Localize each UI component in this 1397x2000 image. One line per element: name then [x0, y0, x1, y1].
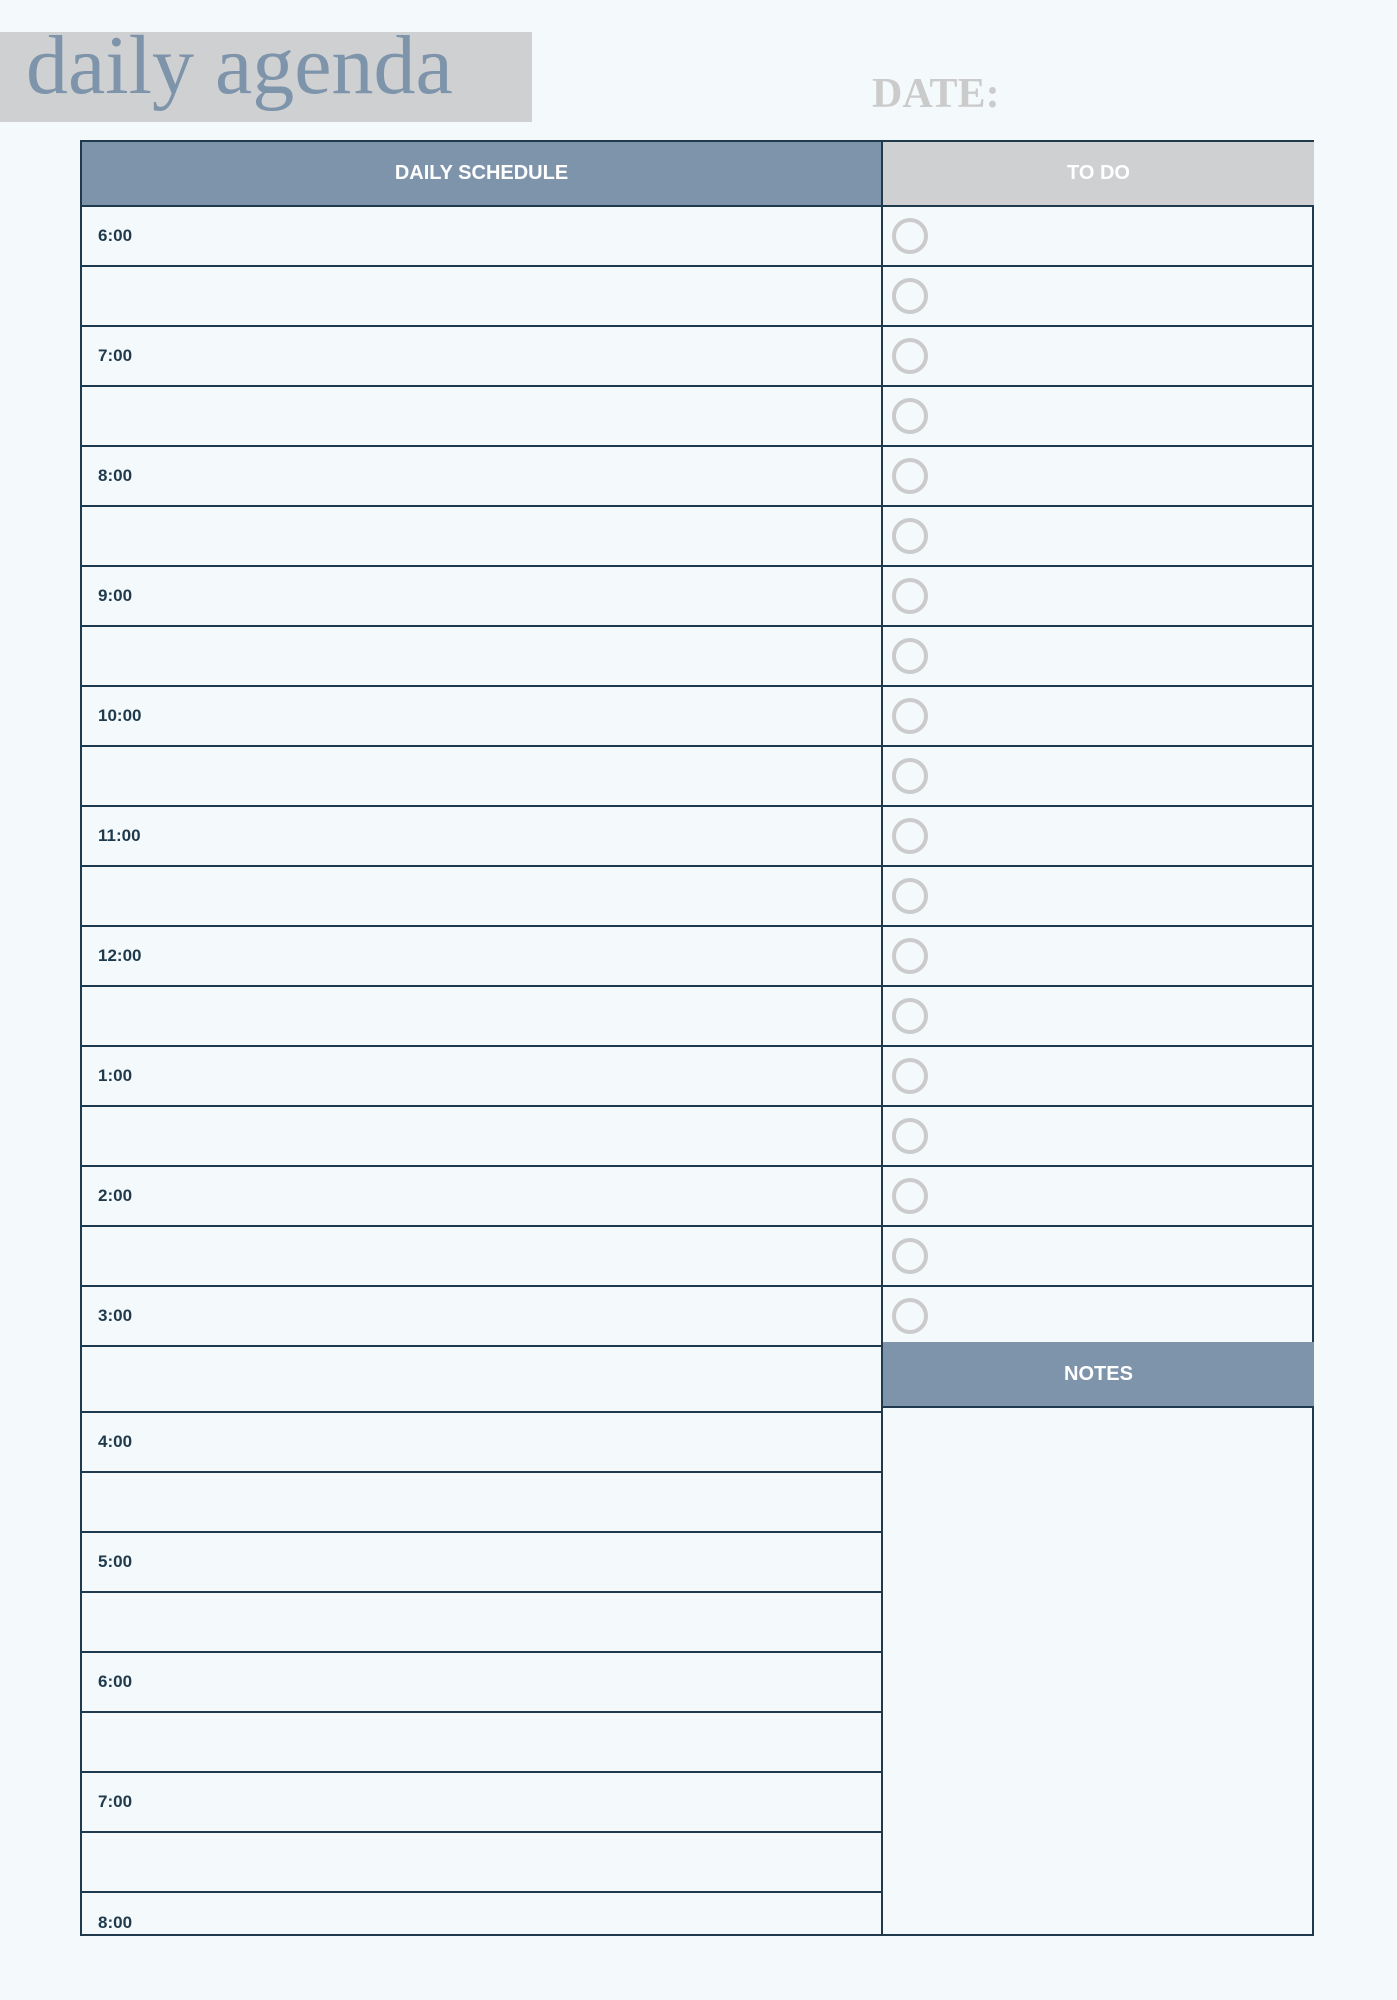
todo-column	[881, 142, 1314, 1934]
checkbox-circle-icon[interactable]	[892, 998, 928, 1034]
schedule-row[interactable]	[82, 1593, 881, 1653]
todo-item[interactable]	[883, 867, 1314, 927]
notes-header: NOTES	[883, 1342, 1314, 1408]
time-label: 2:00	[98, 1186, 133, 1205]
todo-item[interactable]	[883, 927, 1314, 987]
schedule-row[interactable]	[82, 867, 881, 927]
checkbox-circle-icon[interactable]	[892, 278, 928, 314]
time-label: 8:00	[98, 1913, 133, 1932]
checkbox-circle-icon[interactable]	[892, 398, 928, 434]
schedule-row[interactable]	[82, 1413, 881, 1473]
daily-schedule-column	[82, 142, 881, 1934]
checkbox-circle-icon[interactable]	[892, 818, 928, 854]
time-label: 3:00	[98, 1306, 133, 1325]
checkbox-circle-icon[interactable]	[892, 458, 928, 494]
checkbox-circle-icon[interactable]	[892, 698, 928, 734]
todo-item[interactable]	[883, 507, 1314, 567]
schedule-row[interactable]	[82, 267, 881, 327]
schedule-row[interactable]	[82, 1347, 881, 1413]
todo-item[interactable]	[883, 1227, 1314, 1287]
time-label: 11:00	[98, 826, 141, 845]
schedule-row[interactable]	[82, 1047, 881, 1107]
schedule-row[interactable]	[82, 1167, 881, 1227]
time-label: 10:00	[98, 706, 142, 725]
todo-item[interactable]	[883, 267, 1314, 327]
checkbox-circle-icon[interactable]	[892, 578, 928, 614]
schedule-row[interactable]	[82, 1833, 881, 1893]
daily-schedule-header: DAILY SCHEDULE	[82, 142, 881, 207]
schedule-row[interactable]	[82, 1287, 881, 1347]
schedule-row[interactable]	[82, 567, 881, 627]
todo-item[interactable]	[883, 567, 1314, 627]
time-label: 12:00	[98, 946, 142, 965]
todo-item[interactable]	[883, 627, 1314, 687]
schedule-row[interactable]	[82, 207, 881, 267]
schedule-row[interactable]	[82, 627, 881, 687]
date-label: DATE:	[872, 71, 1000, 117]
todo-item[interactable]	[883, 387, 1314, 447]
schedule-row[interactable]	[82, 507, 881, 567]
checkbox-circle-icon[interactable]	[892, 758, 928, 794]
checkbox-circle-icon[interactable]	[892, 878, 928, 914]
time-label: 4:00	[98, 1432, 133, 1451]
schedule-row[interactable]	[82, 987, 881, 1047]
time-label: 9:00	[98, 586, 133, 605]
schedule-row[interactable]	[82, 447, 881, 507]
schedule-row[interactable]	[82, 1653, 881, 1713]
schedule-row[interactable]	[82, 327, 881, 387]
checkbox-circle-icon[interactable]	[892, 338, 928, 374]
checkbox-circle-icon[interactable]	[892, 1298, 928, 1334]
checkbox-circle-icon[interactable]	[892, 938, 928, 974]
time-label: 1:00	[98, 1066, 133, 1085]
checkbox-circle-icon[interactable]	[892, 1058, 928, 1094]
todo-item[interactable]	[883, 687, 1314, 747]
time-label: 6:00	[98, 1672, 133, 1691]
schedule-row[interactable]	[82, 687, 881, 747]
todo-item[interactable]	[883, 1167, 1314, 1227]
planner-grid	[80, 140, 1314, 1936]
todo-item[interactable]	[883, 1047, 1314, 1107]
schedule-row[interactable]	[82, 1773, 881, 1833]
todo-item[interactable]	[883, 987, 1314, 1047]
notes-area[interactable]	[883, 1408, 1314, 1934]
todo-header: TO DO	[883, 142, 1314, 207]
page-title: daily agenda	[26, 19, 453, 112]
checkbox-circle-icon[interactable]	[892, 1118, 928, 1154]
schedule-row[interactable]	[82, 1107, 881, 1167]
time-label: 5:00	[98, 1552, 133, 1571]
todo-item[interactable]	[883, 207, 1314, 267]
todo-item[interactable]	[883, 447, 1314, 507]
checkbox-circle-icon[interactable]	[892, 1178, 928, 1214]
schedule-row[interactable]	[82, 807, 881, 867]
time-label: 7:00	[98, 346, 133, 365]
todo-item[interactable]	[883, 1107, 1314, 1167]
schedule-row[interactable]	[82, 1713, 881, 1773]
todo-item[interactable]	[883, 747, 1314, 807]
schedule-row[interactable]	[82, 1473, 881, 1533]
todo-item[interactable]	[883, 327, 1314, 387]
checkbox-circle-icon[interactable]	[892, 518, 928, 554]
checkbox-circle-icon[interactable]	[892, 638, 928, 674]
schedule-row[interactable]	[82, 387, 881, 447]
schedule-row[interactable]	[82, 747, 881, 807]
schedule-row[interactable]	[82, 1893, 881, 1953]
todo-item[interactable]	[883, 1287, 1314, 1347]
time-label: 7:00	[98, 1792, 133, 1811]
checkbox-circle-icon[interactable]	[892, 218, 928, 254]
checkbox-circle-icon[interactable]	[892, 1238, 928, 1274]
time-label: 6:00	[98, 226, 133, 245]
schedule-row[interactable]	[82, 1227, 881, 1287]
schedule-row[interactable]	[82, 1533, 881, 1593]
time-label: 8:00	[98, 466, 133, 485]
todo-item[interactable]	[883, 807, 1314, 867]
schedule-row[interactable]	[82, 927, 881, 987]
